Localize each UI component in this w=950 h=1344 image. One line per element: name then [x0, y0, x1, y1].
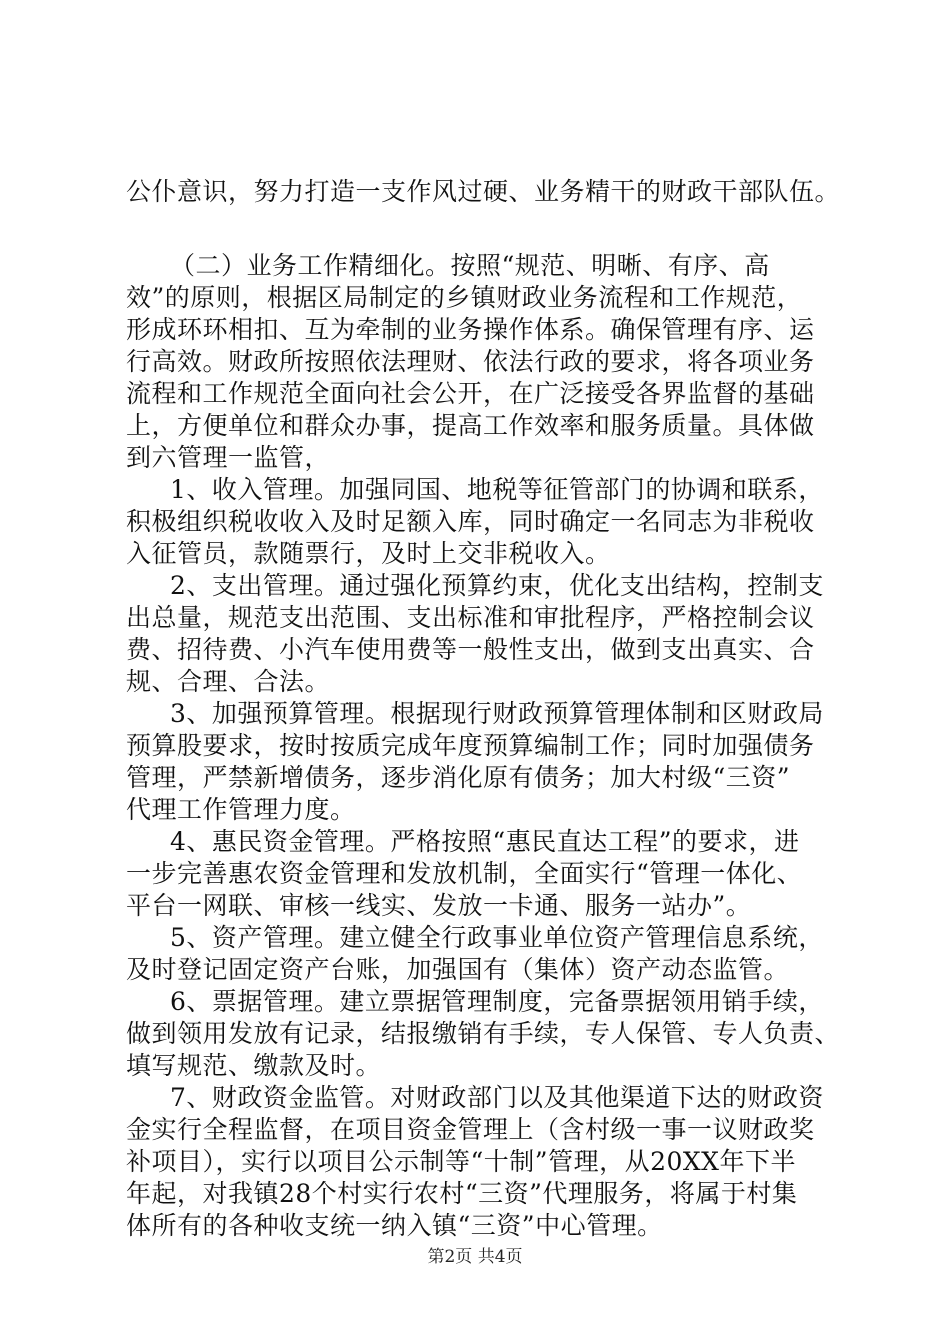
text-line: 平台一网联、审核一线实、发放一卡通、服务一站办”。: [126, 891, 752, 920]
text-line: 4、惠民资金管理。严格按照“惠民直达工程”的要求，进: [170, 827, 800, 856]
text-line: 预算股要求，按时按质完成年度预算编制工作；同时加强债务: [126, 731, 815, 760]
text-line: 形成环环相扣、互为牵制的业务操作体系。确保管理有序、运: [126, 315, 815, 344]
text-line: 流程和工作规范全面向社会公开，在广泛接受各界监督的基础: [126, 379, 815, 408]
text-line: 到六管理一监管，: [126, 443, 331, 472]
text-line: 一步完善惠农资金管理和发放机制，全面实行“管理一体化、: [126, 859, 803, 888]
text-line: 体所有的各种收支统一纳入镇“三资”中心管理。: [126, 1211, 663, 1240]
text-line: 公仆意识，努力打造一支作风过硬、业务精干的财政干部队伍。: [126, 177, 841, 206]
text-line: 做到领用发放有记录，结报缴销有手续，专人保管、专人负责、: [126, 1019, 841, 1048]
text-line: 补项目），实行以项目公示制等“十制”管理，从20XX年下半: [126, 1147, 796, 1176]
text-line: （二）业务工作精细化。按照“规范、明晰、有序、高: [170, 251, 770, 280]
text-line: 填写规范、缴款及时。: [126, 1051, 382, 1080]
text-line: 6、票据管理。建立票据管理制度，完备票据领用销手续，: [170, 987, 824, 1016]
text-line: 5、资产管理。建立健全行政事业单位资产管理信息系统，: [170, 923, 824, 952]
text-line: 行高效。财政所按照依法理财、依法行政的要求，将各项业务: [126, 347, 815, 376]
text-line: 7、财政资金监管。对财政部门以及其他渠道下达的财政资: [170, 1083, 824, 1112]
text-line: 1、收入管理。加强同国、地税等征管部门的协调和联系，: [170, 475, 824, 504]
text-line: 2、支出管理。通过强化预算约束，优化支出结构，控制支: [170, 571, 824, 600]
text-line: 规、合理、合法。: [126, 667, 331, 696]
text-line: 效”的原则，根据区局制定的乡镇财政业务流程和工作规范，: [126, 283, 803, 312]
text-line: 出总量，规范支出范围、支出标准和审批程序，严格控制会议: [126, 603, 815, 632]
text-line: 费、招待费、小汽车使用费等一般性支出，做到支出真实、合: [126, 635, 815, 664]
text-line: 年起，对我镇28个村实行农村“三资”代理服务，将属于村集: [126, 1179, 798, 1208]
text-line: 管理，严禁新增债务，逐步消化原有债务；加大村级“三资”: [126, 763, 791, 792]
text-line: 及时登记固定资产台账，加强国有（集体）资产动态监管。: [126, 955, 790, 984]
text-line: 上，方便单位和群众办事，提高工作效率和服务质量。具体做: [126, 411, 815, 440]
text-line: 积极组织税收收入及时足额入库，同时确定一名同志为非税收: [126, 507, 815, 536]
text-line: 代理工作管理力度。: [126, 795, 356, 824]
text-line: 入征管员，款随票行，及时上交非税收入。: [126, 539, 611, 568]
text-line: 3、加强预算管理。根据现行财政预算管理体制和区财政局: [170, 699, 824, 728]
text-line: 金实行全程监督，在项目资金管理上（含村级一事一议财政奖: [126, 1115, 815, 1144]
page-number-footer: 第2页 共4页: [427, 1247, 523, 1267]
